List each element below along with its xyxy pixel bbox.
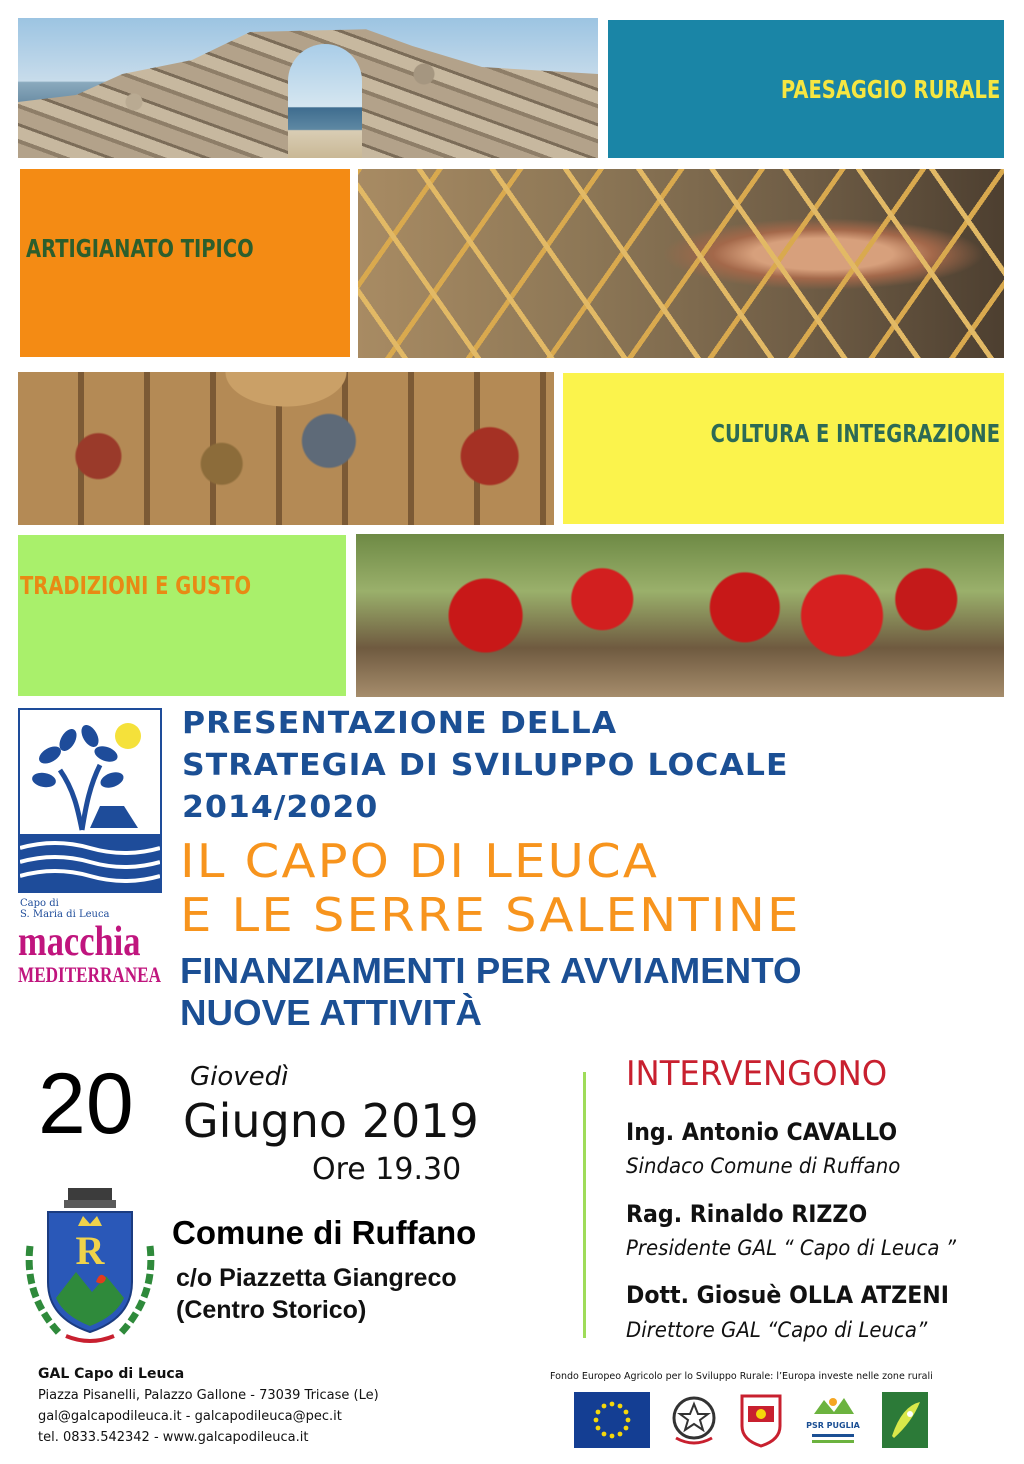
title-line6: FINANZIAMENTI PER AVVIAMENTO [180,950,802,991]
title-line2: STRATEGIA DI SVILUPPO LOCALE [182,748,789,783]
event-day: 20 [38,1056,134,1152]
eu-fund-text: Fondo Europeo Agricolo per lo Sviluppo Rurale: l’Europa investe nelle zone rurali [550,1371,933,1382]
paesaggio-rurale-block [608,20,1004,158]
venue-address: c/o Piazzetta Giangreco [176,1264,457,1292]
logo-small-line1: Capo di [20,898,59,909]
cultura-label: CULTURA E INTEGRAZIONE [710,419,1000,448]
logo-name: macchia [18,919,141,965]
fresco-chapel-photo [18,372,554,525]
tradizioni-label: TRADIZIONI E GUSTO [20,571,252,600]
venue-name: Comune di Ruffano [172,1214,477,1251]
psr-label: PSR PUGLIA [806,1421,860,1430]
logo-small-line2: S. Maria di Leuca [20,909,110,920]
speaker-role: Presidente GAL “ Capo di Leuca ” [626,1236,957,1260]
paesaggio-label: PAESAGGIO RURALE [780,74,1000,104]
speakers-heading: INTERVENGONO [626,1054,888,1094]
macchia-mediterranea-logo [18,708,162,988]
speaker-role: Direttore GAL “Capo di Leuca” [626,1318,928,1342]
logo-name2: MEDITERRANEA [18,962,162,987]
gal-address: Piazza Pisanelli, Palazzo Gallone - 73039 Tricase (Le) [38,1388,379,1403]
gal-email[interactable]: gal@galcapodileuca.it - galcapodileuca@pec.it [38,1409,342,1424]
title-line3: 2014/2020 [182,790,379,825]
stone-arch-photo [18,18,598,158]
cultura-block [563,373,1004,524]
italian-republic-emblem-icon [668,1392,720,1448]
eu-flag-icon [574,1392,650,1448]
psr-puglia-icon [806,1392,860,1448]
logo-tree-icon [18,708,162,893]
speaker-role: Sindaco Comune di Ruffano [626,1154,901,1178]
gal-tel[interactable]: tel. 0833.542342 - www.galcapodileuca.it [38,1430,309,1445]
artigianato-label: ARTIGIANATO TIPICO [26,233,254,263]
gal-title: GAL Capo di Leuca [38,1366,185,1382]
logo-subtitle [20,898,160,920]
title-line1: PRESENTAZIONE DELLA [182,706,618,741]
speaker-name: Rag. Rinaldo RIZZO [626,1200,868,1228]
vertical-divider [583,1072,586,1338]
puglia-region-icon [738,1392,784,1448]
gal-contact-info [38,1364,379,1448]
speaker-name: Ing. Antonio CAVALLO [626,1118,898,1146]
tradizioni-block [18,535,346,696]
title-line4: IL CAPO DI LEUCA [180,834,660,888]
leader-logo-icon [882,1392,928,1448]
ruffano-coat-of-arms-icon [20,1186,160,1346]
title-line7: NUOVE ATTIVITÀ [180,992,482,1033]
basket-weaving-photo [358,169,1004,358]
event-weekday: Giovedì [190,1062,289,1092]
event-time: Ore 19.30 [312,1152,462,1187]
event-month-year: Giugno 2019 [183,1094,479,1148]
artigianato-block [20,169,350,357]
svg-text:R: R [75,1228,105,1273]
tomatoes-tree-photo [356,534,1004,697]
title-line5: E LE SERRE SALENTINE [180,888,801,942]
speaker-name: Dott. Giosuè OLLA ATZENI [626,1281,949,1309]
venue-note: (Centro Storico) [176,1296,367,1324]
